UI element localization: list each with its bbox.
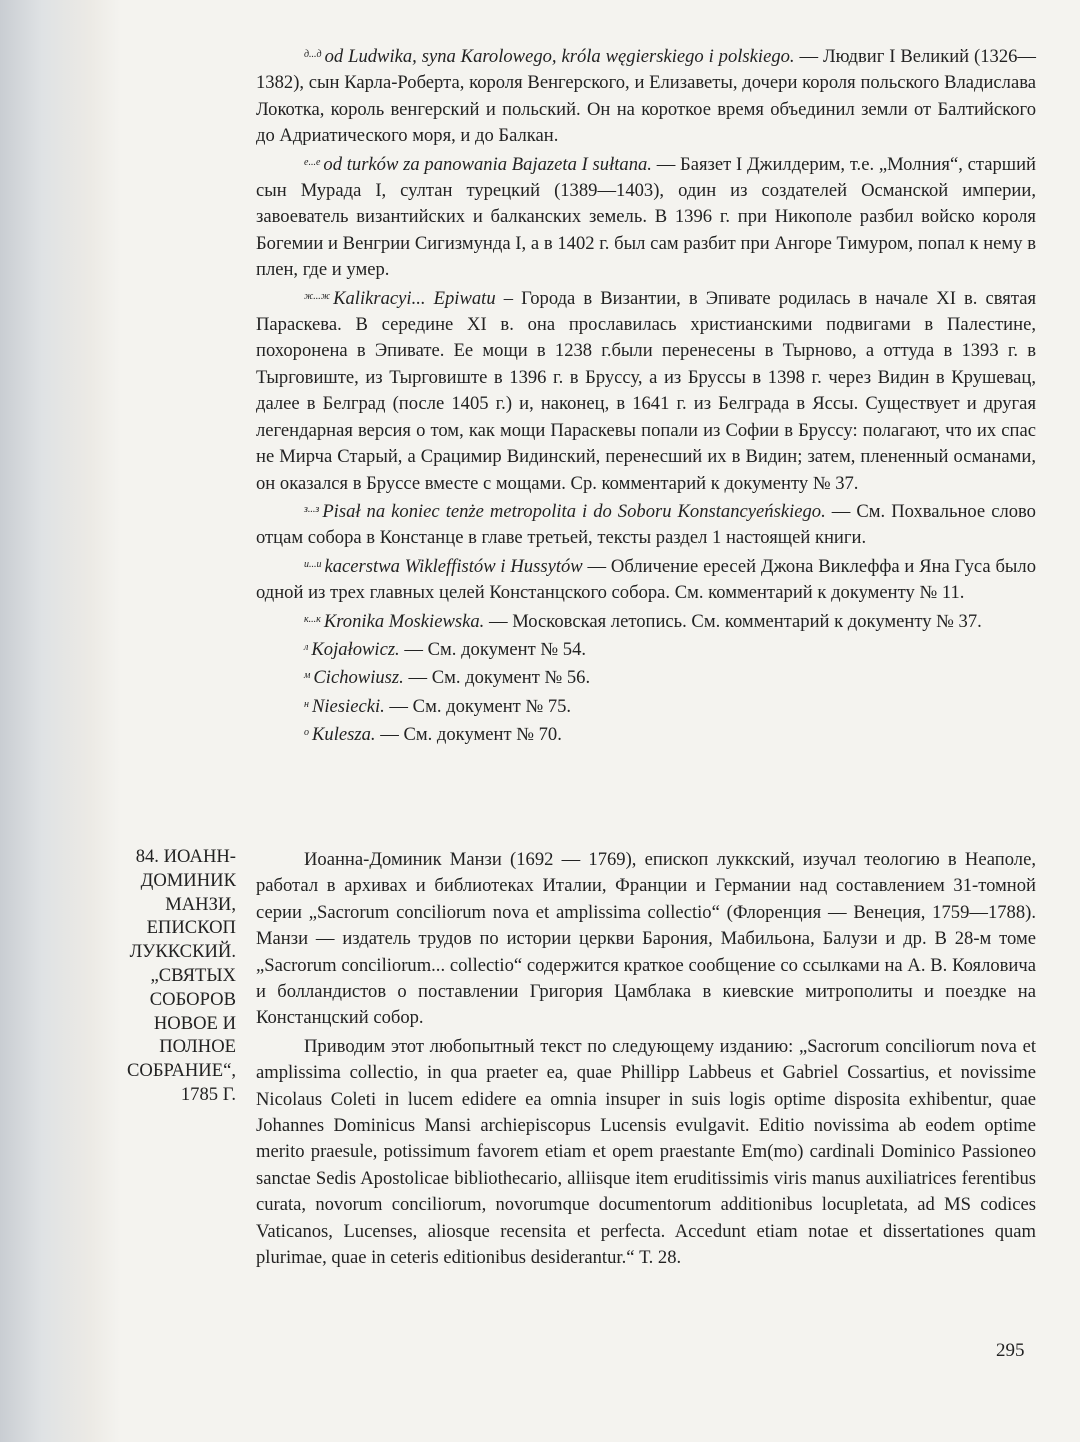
footnote-reference: od turków za panowania Bajazeta I sułtana. (323, 153, 652, 175)
footnote (256, 720, 1036, 748)
footnote-mark: з...з (304, 503, 320, 515)
footnote (256, 552, 1036, 607)
footnote-reference: Kronika Moskiewska. (323, 610, 485, 632)
footnote (256, 42, 1036, 150)
footnote-mark: и...и (304, 558, 322, 570)
footnote-text: — См. документ № 70. (380, 724, 562, 746)
footnote-mark: д...д (304, 49, 322, 60)
footnote-mark: л (304, 641, 309, 653)
footnote-mark: ж...ж (304, 290, 331, 302)
footnote-text: — Баязет I Джилдерим, т.е. „Молния“, старший сын Мурада I, султан турецкий (1389—1403), один из создателей Османской империи, завоеватель византийских и балканских земель. В 1396 г. при Никополе разбил войско короля Богемии и Венгрии Сигизмунда I, а в 1402 г. был сам разбит при Ангоре Тимуром, попал к нему в плен, где и умер. (256, 153, 1036, 281)
footnote-reference: Cichowiusz. (313, 667, 404, 689)
footnote-reference: Kojałowicz. (311, 638, 400, 660)
footnote-text: — См. документ № 54. (404, 638, 587, 660)
footnote (256, 607, 1036, 635)
footnote (256, 663, 1036, 691)
footnote-text: — Людвиг I Великий (1326—1382), сын Карла-Роберта, короля Венгерского, и Елизаветы, дочери короля польского Владислава Локотка, король венгерский и польский. Он на короткое время объединил земли от Балтийского до Адриатического моря, и до Балкан. (256, 46, 1037, 147)
footnote-mark: н (304, 698, 309, 710)
book-gutter-shadow (0, 0, 120, 1442)
footnote-reference: Kalikracyi... Epiwatu (333, 287, 496, 309)
footnote-text: — См. документ № 56. (408, 667, 591, 689)
footnote-reference: Niesiecki. (311, 695, 385, 717)
footnote-reference: Pisał na koniec tenże metropolita i do Soboru Konstancyeńskiego. (322, 500, 826, 522)
footnote-text: — См. документ № 75. (389, 695, 572, 717)
footnote-text: — См. Похвальное слово отцам собора в Констанце в главе третьей, тексты раздел 1 настоящей книги. (256, 500, 1036, 549)
footnote-reference: od Ludwika, syna Karolowego, króla węgierskiego i polskiego. (324, 46, 795, 67)
page-number: 295 (996, 1340, 1025, 1361)
footnote-mark: е...е (304, 156, 321, 168)
footnote-mark: к...к (304, 613, 321, 625)
footnote-reference: Kulesza. (312, 724, 376, 746)
section-body (256, 847, 1036, 1274)
footnote (256, 497, 1036, 552)
footnote-reference: kacerstwa Wikleffistów i Hussytów (324, 555, 583, 577)
body-paragraph: Иоанна-Доминик Манзи (1692 — 1769), епископ луккский, изучал теологию в Неаполе, работал в архивах и библиотеках Италии, Франции и Германии над составлением 31-томной серии „Sacrorum conciliorum nova et amplissima collectio“ (Флоренция — Венеция, 1759—1788). Манзи — издатель трудов по истории церкви Барония, Мабильона, Балузи и др. В 28-м томе „Sacrorum conciliorum... collectio“ содержится краткое сообщение со ссылками на А. В. Кояловича и болландистов о поставлении Григория Цамблака в киевские митрополиты и поездке на Констанцский собор. (256, 849, 1036, 1029)
footnote (256, 635, 1036, 663)
footnotes-section (256, 42, 1036, 749)
body-paragraph: Приводим этот любопытный текст по следующему изданию: „Sacrorum conciliorum nova et amplissima collectio, in qua praeter ea, quae Phillipp Labbeus et Gabriel Cossartius, et novissime Nicolaus Coleti in lucem edidere ea omnia insuper in suis logis optime disposita exhibentur, quae Johannes Dominicus Mansi archiepiscopus Lucensis evulgavit. Editio novissima ab eodem optime merito praesule, potissimum favorem etiam et opem praestante Em(mo) cardinali Dominico Passioneo sanctae Sedis Apostolicae bibliothecario, alliisque item eruditissimis viris manus auxiliatrices ferentibus curata, novorum conciliorum, novorumque documentorum additionibus locupletata, ad MS codices Vaticanos, Lucenses, aliosque recensita et perfecta. Accedunt etiam notae et dissertationes quam plurimae, quae in ceteris editionibus desiderantur.“ Т. 28. (256, 1035, 1036, 1269)
footnote-mark: о (304, 727, 309, 739)
section-heading: 84. ИОАНН-ДОМИНИК МАНЗИ, ЕПИСКОП ЛУККСКИЙ. „СВЯТЫХ СОБОРОВ НОВОЕ И ПОЛНОЕ СОБРАНИЕ“, 1785 Г. (126, 846, 236, 1105)
footnote (256, 692, 1036, 720)
footnote-text: — Московская летопись. См. комментарий к документу № 37. (488, 610, 982, 632)
footnote-text: — Обличение ересей Джона Виклеффа и Яна Гуса было одной из трех главных целей Констанцского собора. См. комментарий к документу № 11. (256, 555, 1036, 604)
footnote (256, 284, 1036, 497)
footnote-mark: м (304, 670, 311, 682)
footnote-text: – Города в Византии, в Эпивате родилась в начале XI в. святая Параскева. В середине XI в. она прославилась христианскими подвигами в Палестине, похоронена в Эпивате. Ее мощи в 1238 г.были перенесены в Тырново, а оттуда в 1393 г. в Тырговиште, из Тырговиште в 1396 г. в Бруссу, а из Бруссы в 1398 г. через Видин в Крушевац, далее в Белград (после 1405 г.) и, наконец, в 1641 г. из Белграда в Яссы. Существует и другая легендарная версия о том, как мощи Параскевы попали из Софии в Бруссу: полагают, что их спас не Мирча Старый, а Срацимир Видинский, перенесший их в Видин; затем, плененный османами, он оказался в Бруссе вместе с мощами. Ср. комментарий к документу № 37. (256, 287, 1036, 494)
footnote (256, 150, 1036, 284)
